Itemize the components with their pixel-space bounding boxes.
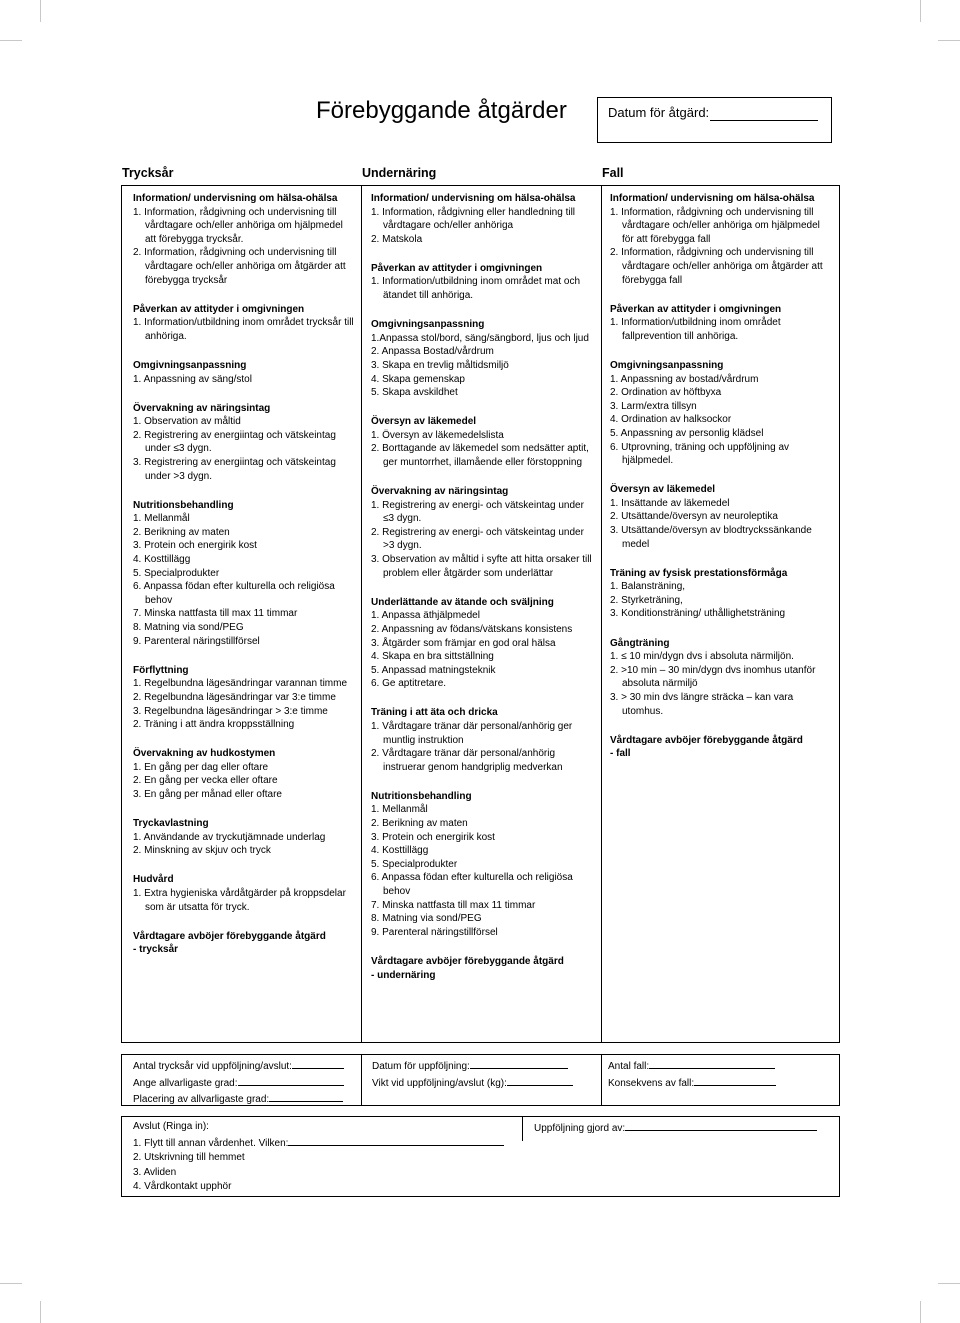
section-heading: Omgivningsanpassning: [371, 319, 485, 331]
measure-item[interactable]: 3. Observation av måltid i syfte att hitta orsaker till problem eller åtgärder som underlättar: [371, 554, 592, 579]
measure-item[interactable]: 1. Information, rådgivning eller handledning till vårdtagare och/eller anhöriga: [371, 206, 576, 232]
measure-item[interactable]: 4. Kosttillägg: [371, 845, 429, 857]
measure-section: [133, 817, 355, 858]
measure-section: [610, 359, 832, 468]
measure-item[interactable]: 1. Användande av tryckutjämnade underlag: [133, 831, 326, 843]
page-title: Förebyggande åtgärder: [316, 97, 567, 124]
measure-item[interactable]: 2. Registrering av energiintag och vätskeintag under ≤3 dygn.: [133, 429, 336, 455]
measure-item[interactable]: 5. Anpassad matningsteknik: [371, 664, 496, 676]
field-label: Konsekvens av fall:: [608, 1077, 695, 1089]
closure-option[interactable]: 1. Flytt till annan vårdenhet. Vilken:: [133, 1137, 289, 1149]
measure-item[interactable]: 1.Anpassa stol/bord, säng/sängbord, ljus och ljud: [371, 332, 589, 344]
measure-item[interactable]: 7. Minska nattfasta till max 11 timmar: [133, 608, 298, 620]
measure-item[interactable]: 6. Anpassa födan efter kulturella och religiösa behov: [133, 581, 335, 606]
closure-box: [121, 1116, 840, 1197]
measure-item[interactable]: 9. Parenteral näringstillförsel: [371, 926, 498, 938]
section-heading: Träning av fysisk prestationsförmåga: [610, 567, 788, 579]
measure-section: [371, 485, 595, 580]
measure-section: [133, 499, 355, 649]
field-label: Ange allvarligaste grad:: [133, 1077, 238, 1089]
measure-item[interactable]: 2. En gång per vecka eller oftare: [133, 775, 278, 787]
measure-section: [371, 262, 595, 303]
column-header-tryckar: Trycksår: [122, 166, 174, 180]
column-header-undernaring: Undernäring: [362, 166, 437, 180]
column-fall: [610, 192, 832, 776]
closure-options: [133, 1120, 504, 1195]
measure-item[interactable]: 3. Utsättande/översyn av blodtryckssänkande medel: [610, 524, 812, 550]
measure-item[interactable]: 2. Matskola: [371, 233, 423, 245]
section-heading: Vårdtagare avböjer förebyggande åtgärd: [133, 930, 326, 942]
measure-section: [371, 790, 595, 940]
measure-item[interactable]: 2. Styrketräning,: [610, 594, 683, 606]
field-label: Datum för uppföljning:: [372, 1061, 470, 1072]
measures-table: [121, 185, 840, 1043]
measure-item[interactable]: 6. Utprovning, träning och uppföljning av hjälpmedel.: [610, 441, 790, 467]
section-heading: Träning i att äta och dricka: [371, 707, 498, 719]
section-heading: Tryckavlastning: [133, 818, 209, 830]
crop-mark: [938, 1283, 960, 1284]
measure-item[interactable]: 3. Konditionsträning/ uthållighetsträning: [610, 608, 786, 620]
measure-item[interactable]: 3. Larm/extra tillsyn: [610, 400, 697, 412]
crop-mark: [938, 40, 960, 41]
blank-line[interactable]: [694, 1075, 776, 1086]
measure-item[interactable]: 8. Matning via sond/PEG: [371, 913, 482, 925]
section-heading: Påverkan av attityder i omgivningen: [133, 303, 305, 315]
measure-section: [610, 637, 832, 719]
measure-section: [371, 192, 595, 246]
section-heading: Övervakning av näringsintag: [371, 486, 509, 498]
section-heading: Förflyttning: [133, 664, 189, 676]
crop-mark: [920, 0, 921, 22]
measure-item[interactable]: 2. Anpassa Bostad/vårdrum: [371, 346, 494, 358]
measure-item[interactable]: 1. En gång per dag eller oftare: [133, 761, 269, 773]
section-heading: Nutritionsbehandling: [371, 790, 472, 802]
measure-section: [133, 402, 355, 484]
section-heading: Hudvård: [133, 874, 174, 886]
measure-item[interactable]: 2. Ordination av höftbyxa: [610, 387, 722, 399]
date-label: Datum för åtgärd:: [608, 105, 710, 120]
measure-item[interactable]: 8. Matning via sond/PEG: [133, 622, 244, 634]
measure-item[interactable]: 1. Extra hygieniska vårdåtgärder på kroppsdelar som är utsatta för tryck.: [133, 887, 346, 913]
measure-item[interactable]: 2. Utsättande/översyn av neuroleptika: [610, 511, 778, 523]
blank-line[interactable]: [470, 1058, 568, 1069]
measure-section: [133, 303, 355, 344]
blank-line[interactable]: [292, 1058, 344, 1069]
followup-col-2: [372, 1058, 573, 1091]
field-label: Vikt vid uppföljning/avslut (kg):: [372, 1077, 507, 1089]
field-label: Uppföljning gjord av:: [534, 1123, 626, 1134]
measure-item[interactable]: 2. Borttagande av läkemedel som nedsätter aptit, ger muntorrhet, illamående eller förstoppning: [371, 443, 589, 468]
measure-section: [371, 318, 595, 400]
crop-mark: [40, 1301, 41, 1323]
measure-item[interactable]: 5. Specialprodukter: [371, 858, 458, 870]
measure-item[interactable]: - undernäring: [371, 969, 436, 981]
measure-section: [371, 596, 595, 691]
measure-item[interactable]: 1. Anpassning av säng/stol: [133, 373, 252, 385]
measure-item[interactable]: 3. Åtgärder som främjar en god oral hälsa: [371, 637, 556, 649]
measure-item[interactable]: 1. Insättande av läkemedel: [610, 497, 730, 509]
measure-item[interactable]: 1. Vårdtagare tränar där personal/anhörig ger muntlig instruktion: [371, 721, 573, 746]
measure-item[interactable]: 4. Kosttillägg: [133, 554, 191, 566]
measure-item[interactable]: 4. Skapa gemenskap: [371, 373, 465, 385]
column-divider: [601, 186, 602, 1042]
measure-item[interactable]: 1. Mellanmål: [371, 804, 428, 816]
column-divider: [361, 186, 362, 1042]
measure-item[interactable]: 1. Observation av måltid: [133, 416, 241, 428]
column-header-fall: Fall: [602, 166, 624, 180]
section-heading: Övervakning av näringsintag: [133, 402, 271, 414]
measure-item[interactable]: 1. Information, rådgivning och undervisning till vårdtagare och/eller anhöriga om hjälpmedel att förebygga trycksår.: [133, 206, 343, 245]
measure-item[interactable]: 2. >10 min – 30 min/dygn dvs inomhus utanför absoluta närmiljö: [610, 664, 816, 690]
measure-item[interactable]: 2. Träning i att ändra kroppsställning: [133, 719, 295, 731]
measure-item[interactable]: 1. Anpassning av bostad/vårdrum: [610, 373, 759, 385]
blank-line[interactable]: [269, 1091, 343, 1102]
measure-item[interactable]: 1. Mellanmål: [133, 513, 190, 525]
measure-section: [610, 192, 832, 287]
measure-item[interactable]: 3. Regelbundna lägesändringar > 3:e timme: [133, 705, 328, 717]
date-box: [597, 97, 832, 143]
measure-item[interactable]: 5. Anpassning av personlig klädsel: [610, 427, 764, 439]
section-heading: Övervakning av hudkostymen: [133, 748, 276, 760]
measure-item[interactable]: 1. Översyn av läkemedelslista: [371, 429, 504, 441]
measure-section: [133, 664, 355, 732]
measure-item[interactable]: - trycksår: [133, 944, 179, 956]
measure-item[interactable]: 2. Berikning av maten: [371, 818, 468, 830]
measure-item[interactable]: 9. Parenteral näringstillförsel: [133, 635, 260, 647]
measure-item[interactable]: 3. > 30 min dvs längre sträcka – kan vara utomhus.: [610, 691, 794, 717]
closure-option[interactable]: 4. Vårdkontakt upphör: [133, 1181, 232, 1192]
measure-item[interactable]: 4. Ordination av halksockor: [610, 414, 732, 426]
measure-item[interactable]: 2. Minskning av skjuv och tryck: [133, 845, 271, 857]
measure-section: [371, 955, 595, 982]
section-heading: Underlättande av ätande och sväljning: [371, 596, 554, 608]
measure-item[interactable]: 6. Anpassa födan efter kulturella och religiösa behov: [371, 872, 573, 898]
measure-item[interactable]: 2. Regelbundna lägesändringar var 3:e timme: [133, 691, 336, 703]
blank-line[interactable]: [649, 1058, 775, 1069]
measure-item[interactable]: 2. Anpassning av födans/vätskans konsistens: [371, 623, 573, 635]
blank-line[interactable]: [625, 1120, 817, 1131]
measure-section: [371, 415, 595, 469]
measure-section: [610, 303, 832, 344]
measure-item[interactable]: 1. Balansträning,: [610, 581, 686, 593]
section-heading: Vårdtagare avböjer förebyggande åtgärd: [371, 955, 564, 967]
measure-item[interactable]: - fall: [610, 748, 631, 760]
measure-item[interactable]: 7. Minska nattfasta till max 11 timmar: [371, 899, 536, 911]
measure-item[interactable]: 1. Information, rådgivning och undervisning till vårdtagare och/eller anhöriga om hjälpmedel för att förebygga fall: [610, 206, 820, 245]
measure-section: [133, 930, 355, 957]
section-heading: Information/ undervisning om hälsa-ohälsa: [610, 193, 815, 204]
section-heading: Omgivningsanpassning: [610, 359, 724, 371]
measure-item[interactable]: 5. Skapa avskildhet: [371, 387, 458, 399]
section-heading: Gångträning: [610, 637, 670, 649]
measure-section: [610, 734, 832, 761]
crop-mark: [0, 40, 22, 41]
measure-item[interactable]: 1. Information/utbildning inom området mat och ätandet till anhöriga.: [371, 276, 580, 302]
followup-by: [534, 1120, 817, 1137]
blank-line[interactable]: [288, 1135, 504, 1146]
measure-section: [133, 192, 355, 287]
section-heading: Omgivningsanpassning: [133, 359, 247, 371]
measure-section: [371, 706, 595, 774]
closure-option[interactable]: 2. Utskrivning till hemmet: [133, 1152, 245, 1163]
section-heading: Översyn av läkemedel: [371, 416, 477, 428]
closure-option[interactable]: 3. Avliden: [133, 1166, 177, 1178]
measure-item[interactable]: 3. Skapa en trevlig måltidsmiljö: [371, 359, 509, 371]
column-undernaring: [371, 192, 595, 998]
followup-col-1: [133, 1058, 344, 1108]
measure-item[interactable]: 3. En gång per månad eller oftare: [133, 788, 282, 800]
closure-heading: Avslut (Ringa in):: [133, 1121, 209, 1132]
column-divider: [361, 1055, 362, 1105]
section-heading: Information/ undervisning om hälsa-ohälsa: [133, 193, 338, 204]
measure-item[interactable]: 1. ≤ 10 min/dygn dvs i absoluta närmiljön.: [610, 651, 794, 663]
field-label: Antal fall:: [608, 1061, 650, 1072]
section-heading: Vårdtagare avböjer förebyggande åtgärd: [610, 734, 803, 746]
measure-item[interactable]: 2. Information, rådgivning och undervisning till vårdtagare och/eller anhöriga om åtgärder att förebygga fall: [610, 247, 823, 286]
column-divider: [522, 1117, 523, 1141]
measure-item[interactable]: 2. Berikning av maten: [133, 526, 230, 538]
crop-mark: [0, 1283, 22, 1284]
measure-item[interactable]: 5. Specialprodukter: [133, 567, 220, 579]
date-field[interactable]: [710, 120, 818, 121]
blank-line[interactable]: [507, 1075, 573, 1086]
measure-item[interactable]: 3. Protein och energirik kost: [133, 540, 257, 552]
measure-item[interactable]: 1. Information/utbildning inom området trycksår till anhöriga.: [133, 317, 354, 342]
followup-box: [121, 1054, 840, 1106]
column-tryckar: [133, 192, 355, 972]
measure-section: [133, 359, 355, 386]
measure-item[interactable]: 6. Ge aptitretare.: [371, 678, 447, 690]
measure-item[interactable]: 1. Regelbundna lägesändringar varannan timme: [133, 678, 348, 690]
blank-line[interactable]: [238, 1075, 344, 1086]
column-divider: [601, 1055, 602, 1105]
section-heading: Översyn av läkemedel: [610, 484, 716, 496]
crop-mark: [40, 0, 41, 22]
measure-section: [610, 567, 832, 621]
measure-item[interactable]: 2. Vårdtagare tränar där personal/anhörig instruerar genom handgriplig medverkan: [371, 748, 563, 773]
measure-item[interactable]: 2. Registrering av energi- och vätskeintag under >3 dygn.: [371, 526, 584, 552]
field-label: Placering av allvarligaste grad:: [133, 1094, 270, 1105]
measure-item[interactable]: 2. Information, rådgivning och undervisning till vårdtagare och/eller anhöriga om åtgärder att förebygga trycksår: [133, 247, 346, 286]
measure-item[interactable]: 1. Anpassa äthjälpmedel: [371, 610, 480, 622]
section-heading: Påverkan av attityder i omgivningen: [610, 303, 782, 315]
section-heading: Påverkan av attityder i omgivningen: [371, 262, 543, 274]
measure-item[interactable]: 1. Registrering av energi- och vätskeintag under ≤3 dygn.: [371, 499, 584, 525]
measure-item[interactable]: 1. Information/utbildning inom området fallprevention till anhöriga.: [610, 317, 781, 342]
section-heading: Nutritionsbehandling: [133, 499, 234, 511]
section-heading: Information/ undervisning om hälsa-ohälsa: [371, 193, 576, 204]
measure-section: [610, 483, 832, 551]
measure-section: [133, 873, 355, 914]
measure-item[interactable]: 4. Skapa en bra sittställning: [371, 651, 494, 663]
measure-item[interactable]: 3. Protein och energirik kost: [371, 831, 495, 843]
crop-mark: [920, 1301, 921, 1323]
field-label: Antal trycksår vid uppföljning/avslut:: [133, 1061, 292, 1072]
measure-section: [133, 747, 355, 801]
followup-col-3: [608, 1058, 776, 1091]
measure-item[interactable]: 3. Registrering av energiintag och vätskeintag under >3 dygn.: [133, 457, 336, 482]
